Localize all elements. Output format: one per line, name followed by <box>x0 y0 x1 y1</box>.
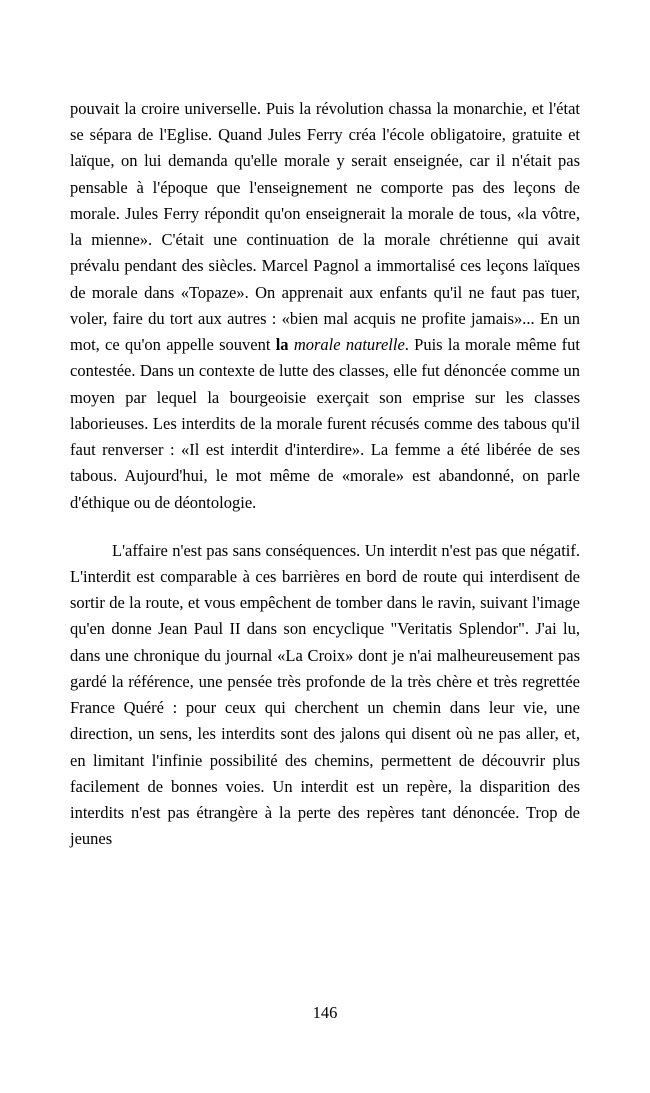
paragraph <box>70 538 580 853</box>
text-run: . Puis la morale même fut contestée. Dans un contexte de lutte des classes, elle fut dénoncée comme un moyen par lequel la bourgeoisie exerçait son emprise sur les classes laborieuses. Les interdits de la morale furent récusés comme des tabous qu'il faut renverser : «Il est interdit d'interdire». La femme a été libérée de ses tabous. Aujourd'hui, le mot même de «morale» est abandonné, on parle d'éthique ou de déontologie. <box>70 335 581 512</box>
text-run: L'affaire n'est pas sans conséquences. Un interdit n'est pas que négatif. L'interdit est comparable à ces barrières en bord de route qui interdisent de sortir de la route, et vous empêchent de tomber dans le ravin, suivant l'image qu'en donne Jean Paul II dans son encyclique "Veritatis Splendor". J'ai lu, dans une chronique du journal «La Croix» dont je n'ai malheureusement pas gardé la référence, une pensée très profonde de la très chère et très regrettée France Quéré : pour ceux qui cherchent un chemin dans leur vie, une direction, un sens, les interdits sont des jalons qui disent où ne pas aller, et, en limitant l'infinie possibilité des chemins, permettent de découvrir plus facilement de bonnes voies. Un interdit est un repère, la disparition des interdits n'est pas étrangère à la perte des repères tant dénoncée. Trop de jeunes <box>70 540 580 849</box>
text-run-bold: la <box>275 335 289 355</box>
text-run: pouvait la croire universelle. Puis la révolution chassa la monarchie, et l'état se sépara de l'Eglise. Quand Jules Ferry créa l'école obligatoire, gratuite et laïque, on lui demanda qu'elle morale y serait enseignée, car il n'était pas pensable à l'époque que l'enseignement ne comporte pas des leçons de morale. Jules Ferry répondit qu'on enseignerait la morale de tous, «la vôtre, la mienne». C'était une continuation de la morale chrétienne qui avait prévalu pendant des siècles. Marcel Pagnol a immortalisé ces leçons laïques de morale dans «Topaze». On apprenait aux enfants qu'il ne faut pas tuer, voler, faire du tort aux autres : «bien mal acquis ne profite jamais»... En un mot, ce qu'on appelle souvent <box>70 99 580 355</box>
page-body <box>70 96 580 853</box>
paragraph <box>70 96 580 516</box>
text-run-italic: morale naturelle <box>293 335 405 355</box>
page-number: 146 <box>312 1003 338 1022</box>
